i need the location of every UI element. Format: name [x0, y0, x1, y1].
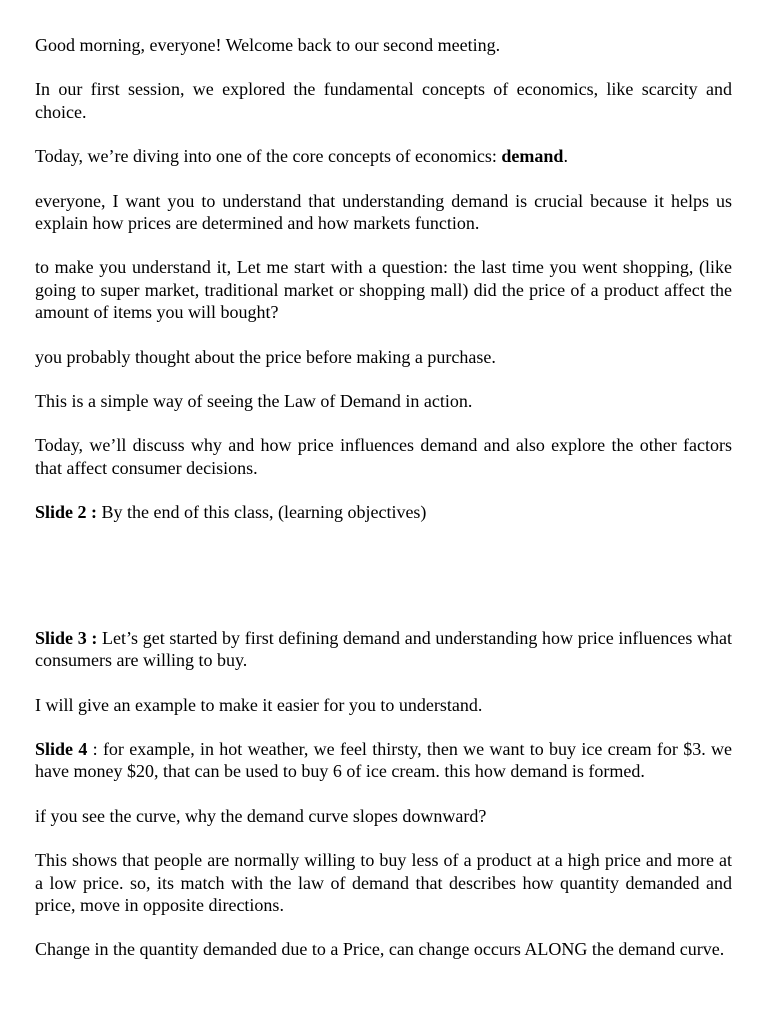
topic-text: Today, we’re diving into one of the core concepts of economics: — [35, 146, 502, 167]
slide-4-text: : for example, in hot weather, we feel thirsty, then we want to buy ice cream for $3. we have money $20, that can be used to buy 6 of ice cream. this how demand is formed. — [35, 738, 733, 782]
slide-4-paragraph — [35, 738, 732, 783]
slide-3-text: Let’s get started by first defining demand and understanding how price influences what consumers are willing to buy. — [35, 627, 732, 671]
quantity-change-paragraph: Change in the quantity demanded due to a Price, can change occurs ALONG the demand curve. — [35, 939, 725, 960]
slide-3-label: Slide 3 : — [35, 627, 98, 648]
topic-keyword: demand — [501, 146, 564, 167]
discussion-paragraph: Today, we’ll discuss why and how price influences demand and also explore the other factors that affect consumer decisions. — [35, 435, 732, 478]
example-intro-paragraph: I will give an example to make it easier for you to understand. — [35, 694, 483, 715]
blank-space — [35, 546, 732, 627]
slide-2-paragraph — [35, 501, 732, 523]
importance-paragraph: everyone, I want you to understand that understanding demand is crucial because it helps us explain how prices are determined and how markets function. — [35, 190, 732, 234]
topic-period: . — [563, 146, 568, 167]
law-of-demand-paragraph: This is a simple way of seeing the Law of Demand in action. — [35, 391, 473, 412]
slide-2-text: By the end of this class, (learning objectives) — [97, 502, 427, 523]
greeting-paragraph: Good morning, everyone! Welcome back to our second meeting. — [35, 35, 501, 55]
topic-paragraph — [35, 145, 732, 167]
slide-2-label: Slide 2 : — [35, 502, 98, 523]
curve-question-paragraph: if you see the curve, why the demand curve slopes downward? — [35, 805, 487, 826]
purchase-paragraph: you probably thought about the price before making a purchase. — [35, 346, 496, 367]
slide-4-label: Slide 4 — [35, 738, 88, 759]
first-session-paragraph: In our first session, we explored the fundamental concepts of economics, like scarcity and choice. — [35, 79, 732, 122]
slide-3-paragraph — [35, 627, 732, 672]
question-paragraph: to make you understand it, Let me start with a question: the last time you went shopping, (like going to super market, traditional market or shopping mall) did the price of a product affect the amount of items you will bought? — [35, 257, 732, 323]
explanation-paragraph: This shows that people are normally willing to buy less of a product at a high price and more at a low price. so, its match with the law of demand that describes how quantity demanded and price, move in opposite directions. — [35, 850, 732, 915]
